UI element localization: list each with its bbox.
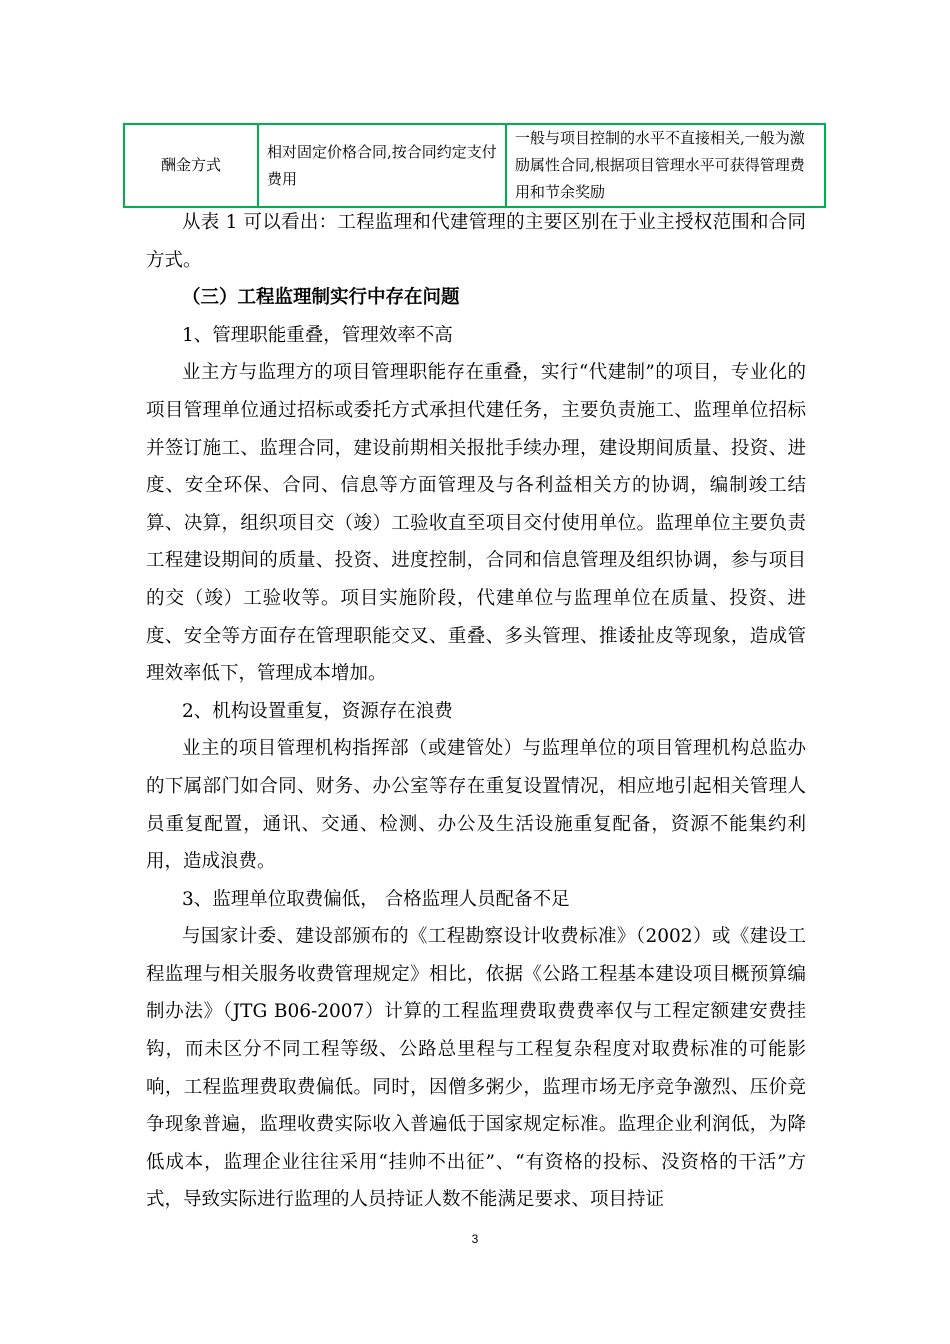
table-row (124, 124, 825, 207)
section-heading: （三）工程监理制实行中存在问题 (182, 287, 460, 309)
table-cell-agent-construction: 一般与项目控制的水平不直接相关,一般为激励属性合同,根据项目管理水平可获得管理费用和节余奖励 (506, 124, 825, 207)
comparison-table-fragment (123, 123, 826, 208)
paragraph-overlap: 业主方与监理方的项目管理职能存在重叠，实行“代建制”的项目，专业化的项目管理单位通过招标或委托方式承担代建任务，主要负责施工、监理单位招标并签订施工、监理合同，建设前期相关报批手续办理，建设期间质量、投资、进度、安全环保、合同、信息等方面管理及与各利益相关方的协调，编制竣工结算、决算，组织项目交（竣）工验收直至项目交付使用单位。监理单位主要负责工程建设期间的质量、投资、进度控制，合同和信息管理及组织协调，参与项目的交（竣）工验收等。项目实施阶段，代建单位与监理单位在质量、投资、进度、安全等方面存在管理职能交叉、重叠、多头管理、推诿扯皮等现象，造成管理效率低下，管理成本增加。 (146, 362, 806, 685)
paragraph-fees: 与国家计委、建设部颁布的《工程勘察设计收费标准》（2002）或《建设工程监理与相关服务收费管理规定》相比，依据《公路工程基本建设项目概预算编制办法》（JTG B06-2007）计算的工程监理费取费费率仅与工程定额建安费挂钩，而未区分不同工程等级、公路总里程与工程复杂程度对取费标准的可能影响，工程监理费取费偏低。同时，因僧多粥少，监理市场无序竞争激烈、压价竞争现象普遍，监理收费实际收入普遍低于国家规定标准。监理企业利润低，为降低成本，监理企业往往采用“挂帅不出征”、“有资格的投标、没资格的干活”方式，导致实际进行监理的人员持证人数不能满足要求、项目持证 (146, 926, 806, 1211)
body-text (146, 204, 806, 1219)
subheading-2: 2、机构设置重复，资源存在浪费 (182, 700, 453, 722)
paragraph-duplication: 业主的项目管理机构指挥部（或建管处）与监理单位的项目管理机构总监办的下属部门如合同、财务、办公室等存在重复设置情况，相应地引起相关管理人员重复配置，通讯、交通、检测、办公及生活设施重复配备，资源不能集约利用，造成浪费。 (146, 738, 806, 873)
table-cell-supervision: 相对固定价格合同,按合同约定支付费用 (258, 124, 506, 207)
subheading-3: 3、监理单位取费偏低， 合格监理人员配备不足 (182, 888, 570, 910)
paragraph-table-summary: 从表 1 可以看出：工程监理和代建管理的主要区别在于业主授权范围和合同方式。 (146, 212, 806, 271)
page-number: 3 (471, 1232, 479, 1246)
table-cell-row-label: 酬金方式 (124, 124, 258, 207)
subheading-1: 1、管理职能重叠，管理效率不高 (182, 324, 453, 346)
